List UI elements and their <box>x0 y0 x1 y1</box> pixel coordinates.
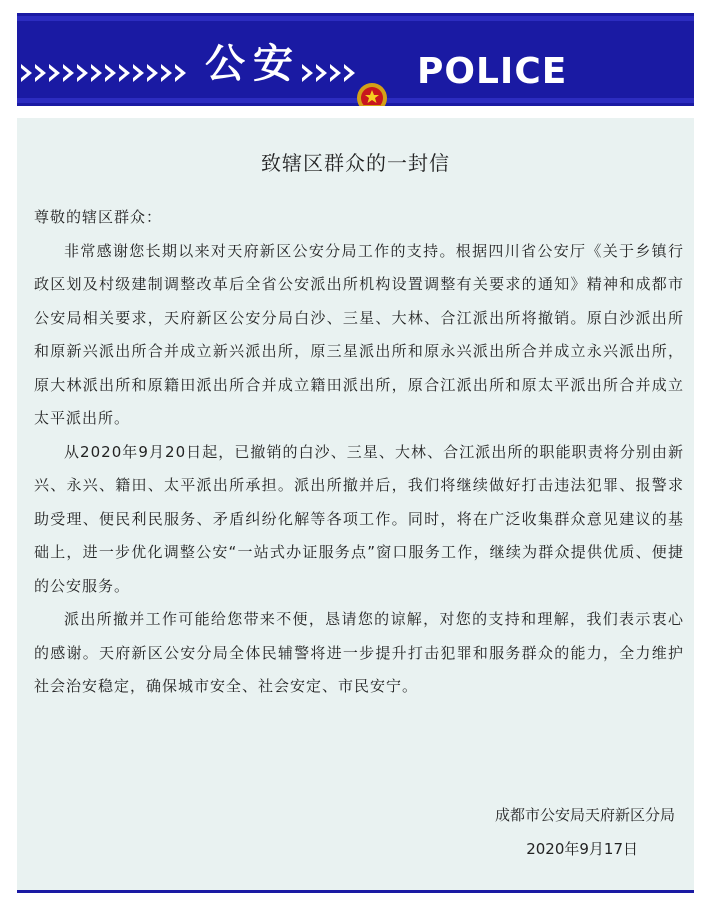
letter-greeting: 尊敬的辖区群众： <box>34 208 163 226</box>
bottom-divider <box>17 890 694 893</box>
signature-organization: 成都市公安局天府新区分局 <box>494 806 675 824</box>
police-banner <box>17 13 694 106</box>
signature-date: 2020年9月17日 <box>526 840 638 858</box>
banner-en-label: POLICE <box>417 51 568 92</box>
letter-title: 致辖区群众的一封信 <box>261 151 450 175</box>
letter-panel <box>17 118 694 890</box>
letter-paragraph-2: 从2020年9月20日起，已撤销的白沙、三星、大林、合江派出所的职能职责将分别由新兴、永兴、籍田、太平派出所承担。派出所撤并后，我们将继续做好打击违法犯罪、报警求助受理、便民利民服务、矛盾纠纷化解等各项工作。同时，将在广泛收集群众意见建议的基础上，进一步优化调整公安“一站式办证服务点”窗口服务工作，继续为群众提供优质、便捷的公安服务。 <box>34 442 684 595</box>
chevron-pattern-right-icon <box>302 64 355 86</box>
letter-body <box>34 201 684 704</box>
banner-stripe-top <box>17 16 694 21</box>
banner-cn-label: 公安 <box>205 41 301 87</box>
letter-paragraph-3: 派出所撤并工作可能给您带来不便，恳请您的谅解，对您的支持和理解，我们表示衷心的感谢。天府新区公安分局全体民辅警将进一步提升打击犯罪和服务群众的能力，全力维护社会治安稳定，确保城市安全、社会安定、市民安宁。 <box>34 610 684 695</box>
police-emblem-icon <box>355 81 389 106</box>
letter-paragraph-1: 非常感谢您长期以来对天府新区公安分局工作的支持。根据四川省公安厅《关于乡镇行政区划及村级建制调整改革后全省公安派出所机构设置调整有关要求的通知》精神和成都市公安局相关要求，天府新区公安分局白沙、三星、大林、合江派出所将撤销。原白沙派出所和原新兴派出所合并成立新兴派出所，原三星派出所和原永兴派出所合并成立永兴派出所，原大林派出所和原籍田派出所合并成立籍田派出所，原合江派出所和原太平派出所合并成立太平派出所。 <box>34 241 684 427</box>
chevron-pattern-left-icon <box>21 64 186 86</box>
